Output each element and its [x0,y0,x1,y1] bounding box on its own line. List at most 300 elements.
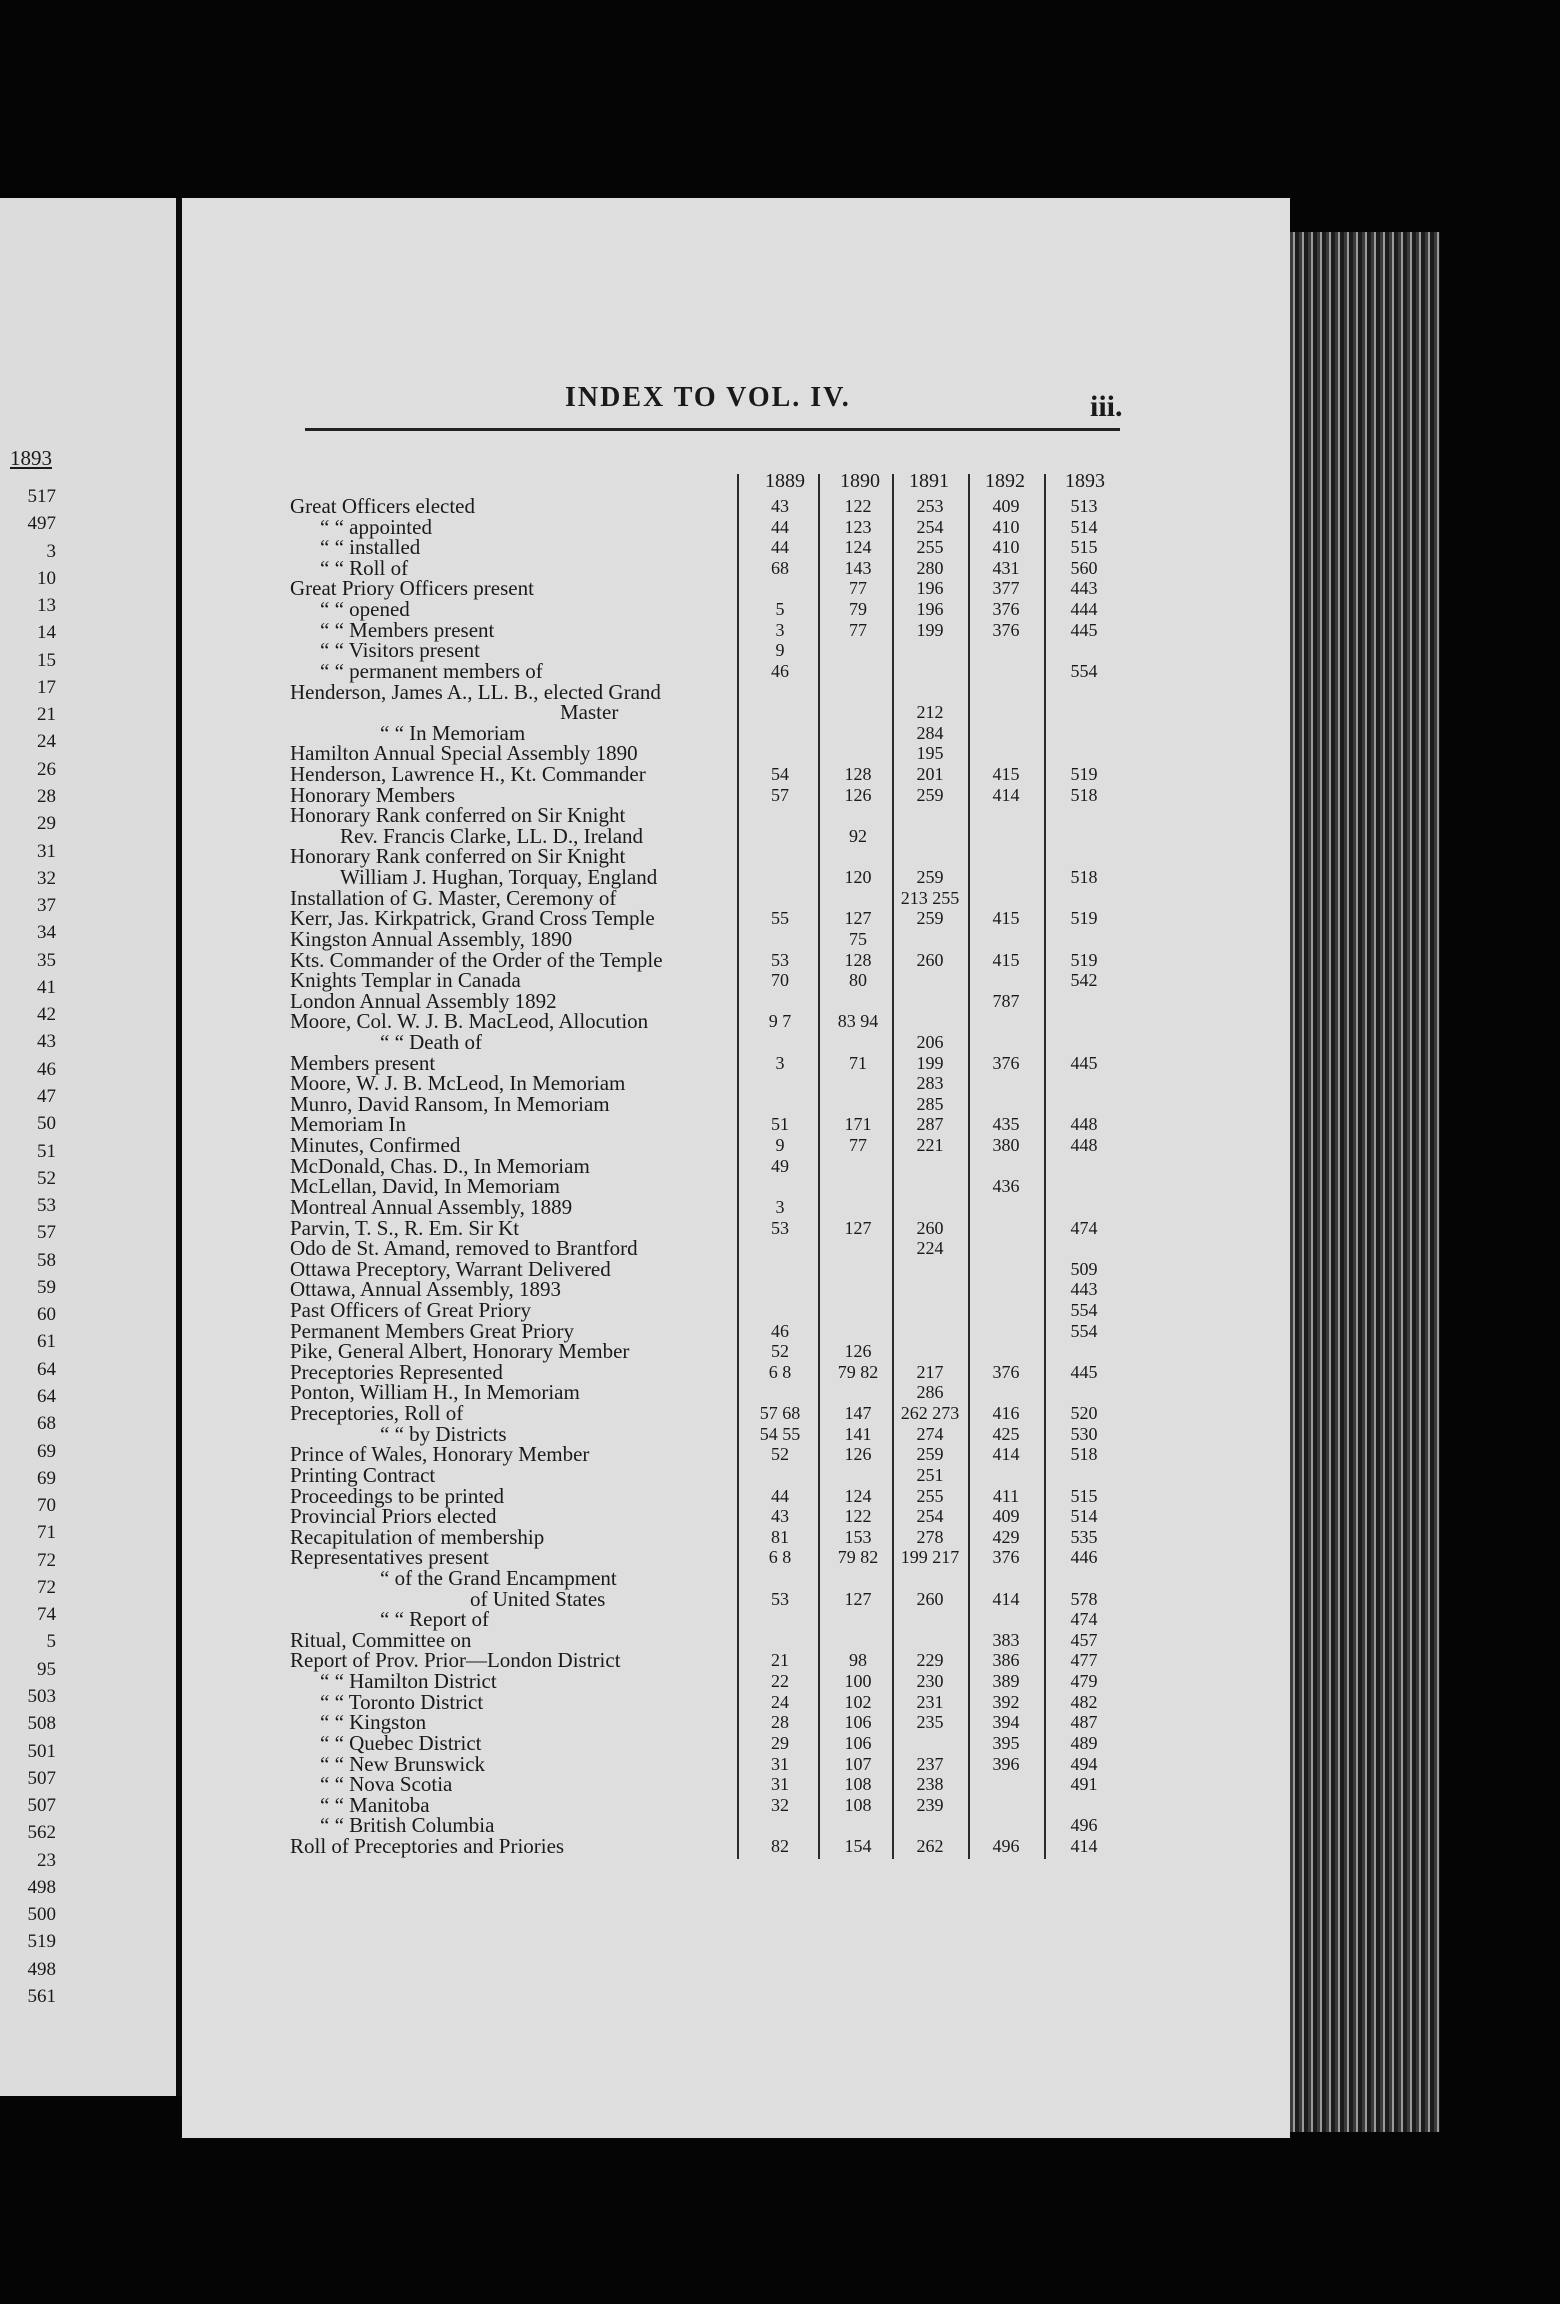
index-row [0,537,1290,557]
index-page-ref-1890: 153 [844,1527,872,1547]
index-page-ref-1891: 260 [916,1589,944,1609]
index-page-ref-1889: 55 [771,908,789,928]
index-page-ref-1893: 515 [1070,537,1098,557]
index-page-ref-1889: 70 [771,970,789,990]
index-entry-label: “ “ Death of [380,1030,483,1054]
index-entry-label: Honorary Members [290,783,456,807]
index-page-ref-1891: 262 [916,1836,944,1856]
index-page-ref-1892: 396 [992,1754,1020,1774]
index-page-ref-1893: 554 [1070,1321,1098,1341]
index-page-ref-1890: 143 [844,558,872,578]
index-entry-label: Members present [290,1051,436,1075]
index-entry-label: Knights Templar in Canada [290,968,521,992]
index-page-ref-1893: 513 [1070,496,1098,516]
index-page-ref-1893: 477 [1070,1650,1098,1670]
index-entry-label: Pike, General Albert, Honorary Member [290,1339,630,1363]
index-page-ref-1890: 98 [849,1650,867,1670]
index-page-ref-1889: 44 [771,1486,789,1506]
left-page-number: 500 [27,1904,56,1925]
index-page-ref-1893: 445 [1070,1362,1098,1382]
index-entry-label: “ “ New Brunswick [320,1752,486,1776]
index-row [0,723,1290,743]
page-edges [1290,232,1440,2132]
index-entry-label: of United States [470,1587,606,1611]
index-row [0,1156,1290,1176]
index-row [0,1712,1290,1732]
left-page-number: 32 [37,868,56,889]
left-page-number: 28 [37,786,56,807]
index-page-ref-1890: 100 [844,1671,872,1691]
index-entry-label: Provincial Priors elected [290,1504,497,1528]
index-row [0,1094,1290,1114]
index-page-ref-1892: 410 [992,517,1020,537]
index-page-ref-1893: 519 [1070,950,1098,970]
index-row [0,1197,1290,1217]
left-page-number: 21 [37,704,56,725]
index-row [0,764,1290,784]
index-row [0,1011,1290,1031]
index-page-ref-1892: 415 [992,908,1020,928]
index-row [0,950,1290,970]
index-page-ref-1890: 127 [844,908,872,928]
index-page-ref-1890: 79 82 [837,1362,879,1382]
left-page-number: 41 [37,977,56,998]
index-entry-label: Great Priory Officers present [290,576,534,600]
index-entry-label: “ “ In Memoriam [380,721,526,745]
index-page-ref-1891: 253 [916,496,944,516]
left-page-number: 60 [37,1304,56,1325]
index-page-ref-1890: 107 [844,1754,872,1774]
left-page-number: 497 [27,513,56,534]
index-entry-label: Master [560,700,619,724]
index-page-ref-1891: 251 [916,1465,944,1485]
index-page-ref-1889: 49 [771,1156,789,1176]
left-page-number: 50 [37,1113,56,1134]
left-page-number: 24 [37,731,56,752]
index-page-ref-1891: 259 [916,908,944,928]
index-entry-label: Parvin, T. S., R. Em. Sir Kt [290,1216,520,1240]
left-page-number: 3 [46,541,56,562]
index-page-ref-1892: 376 [992,1053,1020,1073]
index-page-ref-1893: 445 [1070,620,1098,640]
index-page-ref-1889: 81 [771,1527,789,1547]
index-page-ref-1893: 578 [1070,1589,1098,1609]
index-entry-label: Recapitulation of membership [290,1525,545,1549]
column-header-1889: 1889 [765,470,805,492]
left-page-number: 53 [37,1195,56,1216]
index-page-ref-1891: 280 [916,558,944,578]
index-entry-label: “ “ Hamilton District [320,1669,497,1693]
index-page-ref-1893: 474 [1070,1609,1098,1629]
index-row [0,1441,1290,1466]
index-page-ref-1893: 496 [1070,1815,1098,1835]
index-page-ref-1893: 489 [1070,1733,1098,1753]
index-row [0,620,1290,640]
index-page-ref-1891: 217 [916,1362,944,1382]
index-page-ref-1893: 554 [1070,661,1098,681]
index-page-ref-1893: 519 [1070,908,1098,928]
index-row [0,867,1290,887]
index-page-ref-1893: 518 [1070,867,1098,887]
index-row [0,1300,1290,1320]
left-page-number: 498 [27,1959,56,1980]
left-page-year-header: 1893 [10,446,52,470]
index-entry-label: Rev. Francis Clarke, LL. D., Ireland [340,824,644,848]
index-row [0,846,1290,866]
index-page-ref-1891: 238 [916,1774,944,1794]
index-row [0,743,1290,763]
index-entry-label: Kts. Commander of the Order of the Temple [290,948,663,972]
index-page-ref-1890: 75 [849,929,867,949]
index-entry-label: London Annual Assembly 1892 [290,989,557,1013]
index-page-ref-1893: 518 [1070,785,1098,805]
index-entry-label: Preceptories Represented [290,1360,503,1384]
index-row [0,1403,1290,1423]
index-page-ref-1890: 141 [844,1424,872,1444]
index-page-ref-1889: 3 [775,1197,785,1217]
index-row [0,1650,1290,1670]
index-page-ref-1889: 57 68 [759,1403,801,1423]
index-row [0,1671,1290,1691]
left-page-number: 64 [37,1386,56,1407]
index-page-ref-1891: 262 273 [900,1403,960,1423]
index-page-ref-1891: 239 [916,1795,944,1815]
left-page-number: 34 [37,922,56,943]
index-entry-label: Installation of G. Master, Ceremony of [290,886,617,910]
index-row [0,1114,1290,1134]
index-entry-label: McDonald, Chas. D., In Memoriam [290,1154,590,1178]
index-page-ref-1892: 376 [992,599,1020,619]
left-page-number: 52 [37,1168,56,1189]
index-page-ref-1892: 429 [992,1527,1020,1547]
index-entry-label: “ “ Roll of [320,556,409,580]
index-page-ref-1893: 518 [1070,1444,1098,1464]
index-page-ref-1892: 394 [992,1712,1020,1732]
left-page-number: 29 [37,813,56,834]
left-page-number: 507 [27,1795,56,1816]
left-page-number: 64 [37,1359,56,1380]
index-entry-label: McLellan, David, In Memoriam [290,1174,561,1198]
index-entry-label: Printing Contract [290,1463,436,1487]
index-entry-label: Representatives present [290,1545,489,1569]
index-entry-label: Kerr, Jas. Kirkpatrick, Grand Cross Temple [290,906,655,930]
left-page-number: 14 [37,622,56,643]
index-page-ref-1891: 254 [916,517,944,537]
index-page-ref-1891: 259 [916,785,944,805]
index-page-ref-1892: 389 [992,1671,1020,1691]
index-row [0,1465,1290,1485]
index-page-ref-1891: 255 [916,1486,944,1506]
index-row [0,1630,1290,1650]
index-row [0,970,1290,990]
left-page-number: 59 [37,1277,56,1298]
index-page-ref-1890: 92 [849,826,867,846]
index-page-ref-1889: 5 [775,599,785,619]
index-page-ref-1892: 414 [992,785,1020,805]
index-entry-label: Henderson, Lawrence H., Kt. Commander [290,762,646,786]
index-page-ref-1889: 57 [771,785,789,805]
left-page-number: 508 [27,1713,56,1734]
index-page-ref-1893: 491 [1070,1774,1098,1794]
index-page-ref-1890: 124 [844,1486,872,1506]
index-page-ref-1892: 376 [992,1362,1020,1382]
index-entry-label: “ “ appointed [320,515,432,539]
index-page-ref-1890: 106 [844,1733,872,1753]
index-page-ref-1890: 126 [844,785,872,805]
index-page-ref-1891: 195 [916,743,944,763]
index-page-ref-1889: 46 [771,1321,789,1341]
index-page-ref-1891: 278 [916,1527,944,1547]
index-page-ref-1891: 255 [916,537,944,557]
index-entry-label: Odo de St. Amand, removed to Brantford [290,1236,638,1260]
index-entry-label: “ “ Kingston [320,1710,427,1734]
index-row [0,1692,1290,1712]
index-page-ref-1889: 53 [771,950,789,970]
index-entry-label: Prince of Wales, Honorary Member [290,1442,590,1466]
index-entry-label: Ottawa, Annual Assembly, 1893 [290,1277,562,1301]
index-page-ref-1891: 199 [916,1053,944,1073]
index-entry-label: Report of Prov. Prior—London District [290,1648,621,1672]
index-row [0,1609,1290,1629]
index-page-ref-1892: 409 [992,496,1020,516]
left-page-number: 17 [37,677,56,698]
index-page-ref-1890: 102 [844,1692,872,1712]
index-page-ref-1890: 147 [844,1403,872,1423]
left-page-number: 15 [37,650,56,671]
index-page-ref-1892: 414 [992,1589,1020,1609]
index-row [0,1259,1290,1279]
index-page-ref-1889: 46 [771,661,789,681]
index-page-ref-1891: 283 [916,1073,944,1093]
index-row [0,1754,1290,1774]
index-page-ref-1893: 560 [1070,558,1098,578]
index-page-ref-1892: 376 [992,1547,1020,1567]
index-page-ref-1890: 83 94 [837,1011,879,1031]
index-row [0,1073,1290,1093]
index-page-ref-1893: 509 [1070,1259,1098,1279]
index-entry-label: “ “ British Columbia [320,1813,495,1837]
index-page-ref-1890: 128 [844,950,872,970]
index-entry-label: Montreal Annual Assembly, 1889 [290,1195,573,1219]
index-row [0,1527,1290,1547]
index-page-ref-1890: 80 [849,970,867,990]
index-page-ref-1891: 231 [916,1692,944,1712]
index-page-ref-1889: 6 8 [768,1547,792,1567]
index-row [0,496,1290,516]
left-page-number: 13 [37,595,56,616]
index-page-ref-1892: 410 [992,537,1020,557]
column-header-1890: 1890 [840,470,880,492]
index-page-ref-1889: 52 [771,1341,789,1361]
index-row [0,1568,1290,1588]
index-entry-label: Honorary Rank conferred on Sir Knight [290,803,626,827]
index-entry-label: Memoriam In [290,1112,407,1136]
index-page-ref-1892: 380 [992,1135,1020,1155]
index-page-ref-1890: 108 [844,1795,872,1815]
index-row [0,1506,1290,1526]
index-entry-label: Roll of Preceptories and Priories [290,1834,565,1858]
index-row [0,1032,1290,1052]
index-row [0,1238,1290,1258]
left-page-number: 519 [27,1931,56,1952]
index-page-ref-1892: 425 [992,1424,1020,1444]
index-row [0,1321,1290,1341]
index-page-ref-1892: 376 [992,620,1020,640]
index-page-ref-1893: 448 [1070,1114,1098,1134]
index-page-ref-1889: 82 [771,1836,789,1856]
index-row [0,826,1290,846]
index-entry-label: Past Officers of Great Priory [290,1298,532,1322]
index-row [0,702,1290,722]
index-page-ref-1890: 171 [844,1114,872,1134]
index-row [0,1382,1290,1402]
index-page-ref-1893: 487 [1070,1712,1098,1732]
index-page-ref-1890: 128 [844,764,872,784]
index-page-ref-1889: 21 [771,1650,789,1670]
index-entry-label: “ “ Members present [320,618,495,642]
left-page-number: 74 [37,1604,56,1625]
index-page-ref-1892: 377 [992,578,1020,598]
index-entry-label: “ “ Report of [380,1607,490,1631]
index-page-ref-1889: 53 [771,1218,789,1238]
index-page-ref-1889: 6 8 [768,1362,792,1382]
index-page-ref-1891: 221 [916,1135,944,1155]
index-entry-label: Hamilton Annual Special Assembly 1890 [290,741,638,765]
left-page-number: 58 [37,1250,56,1271]
index-entry-label: “ “ permanent members of [320,659,543,683]
index-page-ref-1893: 479 [1070,1671,1098,1691]
index-page-ref-1890: 108 [844,1774,872,1794]
index-page-ref-1890: 120 [844,867,872,887]
index-row [0,1547,1290,1567]
index-page-ref-1891: 199 217 [900,1547,960,1567]
index-page-ref-1892: 386 [992,1650,1020,1670]
index-entry-label: Munro, David Ransom, In Memoriam [290,1092,610,1116]
index-page-ref-1890: 124 [844,537,872,557]
index-page-ref-1890: 71 [849,1053,867,1073]
index-entry-label: “ “ Nova Scotia [320,1772,453,1796]
left-page-number: 498 [27,1877,56,1898]
left-page-number: 23 [37,1850,56,1871]
left-page-number: 503 [27,1686,56,1707]
index-page-ref-1891: 260 [916,950,944,970]
index-row [0,785,1290,805]
index-page-ref-1893: 535 [1070,1527,1098,1547]
index-page-ref-1890: 123 [844,517,872,537]
index-page-ref-1891: 199 [916,620,944,640]
index-page-ref-1891: 196 [916,578,944,598]
index-row [0,1774,1290,1794]
index-page-ref-1893: 474 [1070,1218,1098,1238]
index-page-ref-1893: 494 [1070,1754,1098,1774]
index-row [0,1279,1290,1299]
index-entry-label: Great Officers elected [290,494,476,518]
index-page-ref-1890: 106 [844,1712,872,1732]
page-number: iii. [1090,390,1123,423]
index-page-ref-1889: 52 [771,1444,789,1464]
left-page-number: 70 [37,1495,56,1516]
index-page-ref-1889: 28 [771,1712,789,1732]
index-page-ref-1891: 284 [916,723,944,743]
index-entry-label: Moore, W. J. B. McLeod, In Memoriam [290,1071,626,1095]
index-page-ref-1893: 520 [1070,1403,1098,1423]
index-page-ref-1893: 444 [1070,599,1098,619]
index-page-ref-1892: 409 [992,1506,1020,1526]
index-entry-label: Moore, Col. W. J. B. MacLeod, Allocution [290,1009,649,1033]
index-row [0,805,1290,825]
index-row [0,578,1290,598]
index-page-ref-1891: 224 [916,1238,944,1258]
left-page-number: 47 [37,1086,56,1107]
index-row [0,661,1290,681]
index-entry-label: Proceedings to be printed [290,1484,505,1508]
left-page-number: 51 [37,1141,56,1162]
index-row [0,682,1290,702]
index-page-ref-1890: 127 [844,1589,872,1609]
left-page-number: 35 [37,950,56,971]
index-page-ref-1889: 9 7 [768,1011,792,1031]
left-page-number: 46 [37,1059,56,1080]
index-page-ref-1892: 415 [992,950,1020,970]
index-entry-label: “ of the Grand Encampment [380,1566,617,1590]
index-page-ref-1892: 431 [992,558,1020,578]
index-page-ref-1891: 229 [916,1650,944,1670]
left-page-number: 68 [37,1413,56,1434]
index-row [0,1359,1290,1384]
index-page-ref-1890: 79 [849,599,867,619]
index-entry-label: Preceptories, Roll of [290,1401,464,1425]
index-row [0,517,1290,537]
index-page-ref-1893: 515 [1070,1486,1098,1506]
index-page-ref-1889: 54 [771,764,789,784]
left-page-number: 71 [37,1522,56,1543]
index-page-ref-1891: 196 [916,599,944,619]
index-page-ref-1889: 31 [771,1754,789,1774]
left-page-number: 57 [37,1222,56,1243]
index-page-ref-1891: 201 [916,764,944,784]
index-row [0,1836,1290,1856]
index-page-ref-1893: 554 [1070,1300,1098,1320]
index-page-ref-1892: 411 [992,1486,1020,1506]
left-page-number: 10 [37,568,56,589]
index-page-ref-1893: 457 [1070,1630,1098,1650]
index-row [0,1795,1290,1815]
index-page-ref-1890: 77 [849,620,867,640]
index-page-ref-1893: 443 [1070,578,1098,598]
index-row [0,1589,1290,1609]
index-page-ref-1892: 395 [992,1733,1020,1753]
left-page-number: 517 [27,486,56,507]
index-page-ref-1891: 259 [916,1444,944,1464]
index-page-ref-1893: 514 [1070,1506,1098,1526]
index-page-ref-1890: 79 82 [837,1547,879,1567]
left-page-number: 5 [46,1631,56,1652]
index-entry-label: “ “ Manitoba [320,1793,430,1817]
index-page-ref-1891: 237 [916,1754,944,1774]
index-entry-label: Permanent Members Great Priory [290,1319,575,1343]
index-page-ref-1890: 126 [844,1341,872,1361]
index-page-ref-1891: 230 [916,1671,944,1691]
index-row [0,991,1290,1011]
index-page-ref-1889: 44 [771,517,789,537]
index-page-ref-1890: 126 [844,1444,872,1464]
index-page-ref-1889: 24 [771,1692,789,1712]
left-page-number: 26 [37,759,56,780]
left-page-number: 31 [37,841,56,862]
index-row [0,1424,1290,1444]
index-entry-label: Ottawa Preceptory, Warrant Delivered [290,1257,611,1281]
index-page-ref-1890: 154 [844,1836,872,1856]
